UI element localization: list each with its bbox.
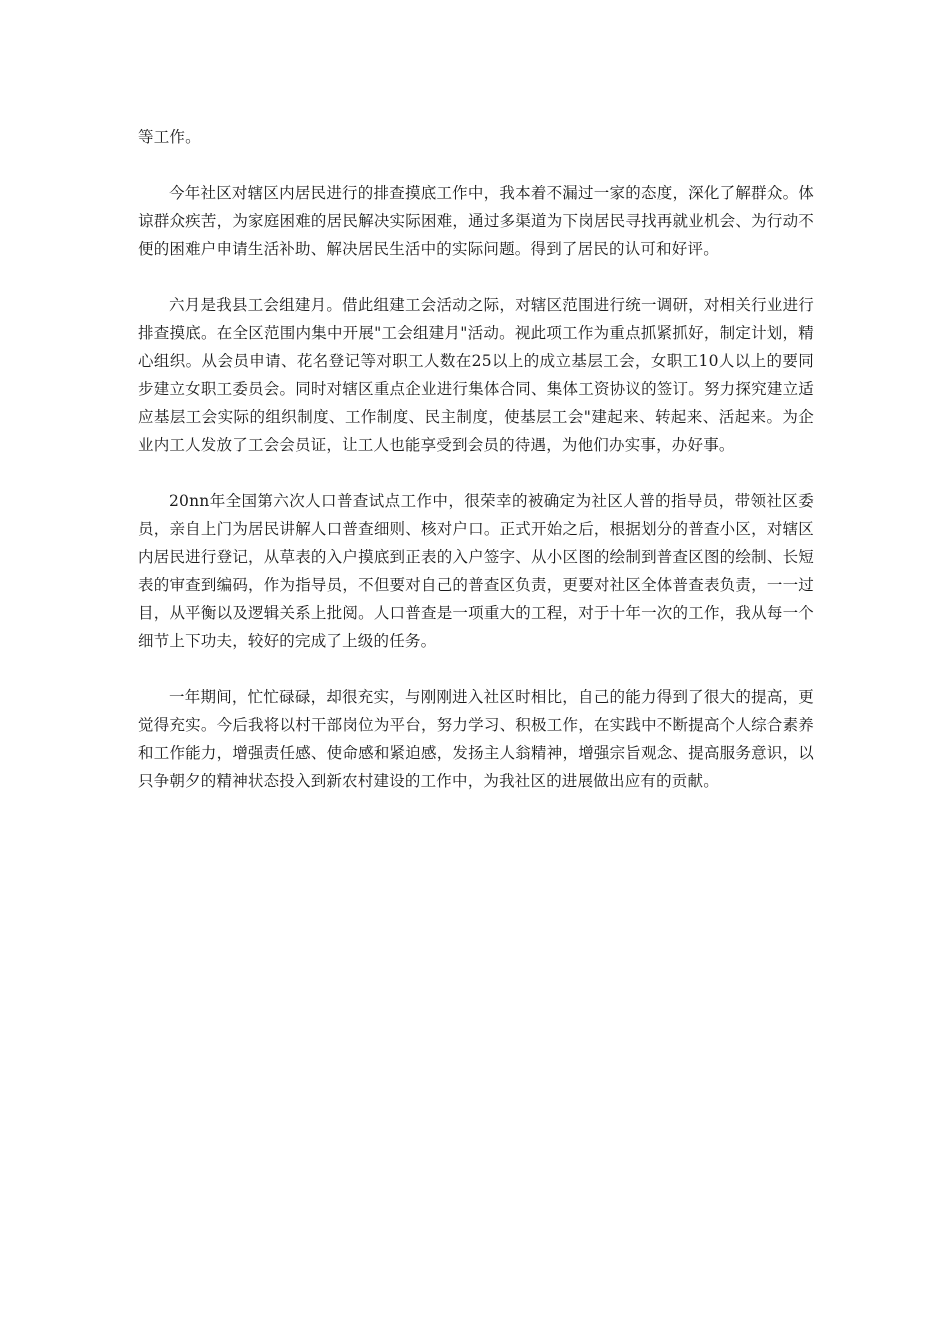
paragraph-census: 20nn年全国第六次人口普查试点工作中，很荣幸的被确定为社区人普的指导员，带领社区委员，亲自上门为居民讲解人口普查细则、核对户口。正式开始之后，根据划分的普查小区，对辖区内居民进行登记，从草表的入户摸底到正表的入户签字、从小区图的绘制到普查区图的绘制、长短表的审查到编码，作为指导员，不但要对自己的普查区负责，更要对社区全体普查表负责，一一过目，从平衡以及逻辑关系上批阅。人口普查是一项重大的工程，对于十年一次的工作，我从每一个细节上下功夫，较好的完成了上级的任务。 (138, 492, 814, 650)
paragraph-union-month: 六月是我县工会组建月。借此组建工会活动之际，对辖区范围进行统一调研，对相关行业进行排查摸底。在全区范围内集中开展"工会组建月"活动。视此项工作为重点抓紧抓好，制定计划，精心组织。从会员申请、花名登记等对职工人数在25以上的成立基层工会，女职工10人以上的要同步建立女职工委员会。同时对辖区重点企业进行集体合同、集体工资协议的签订。努力探究建立适应基层工会实际的组织制度、工作制度、民主制度，使基层工会"建起来、转起来、活起来。为企业内工人发放了工会会员证，让工人也能享受到会员的待遇，为他们办实事，办好事。 (138, 296, 814, 454)
document-body (138, 123, 814, 823)
paragraph-continuation: 等工作。 (138, 128, 201, 146)
paragraph-community-survey: 今年社区对辖区内居民进行的排查摸底工作中，我本着不漏过一家的态度，深化了解群众。体谅群众疾苦，为家庭困难的居民解决实际困难，通过多渠道为下岗居民寻找再就业机会、为行动不便的困难户申请生活补助、解决居民生活中的实际问题。得到了居民的认可和好评。 (138, 184, 814, 258)
paragraph-summary: 一年期间，忙忙碌碌，却很充实，与刚刚进入社区时相比，自己的能力得到了很大的提高，更觉得充实。今后我将以村干部岗位为平台，努力学习、积极工作，在实践中不断提高个人综合素养和工作能力，增强责任感、使命感和紧迫感，发扬主人翁精神，增强宗旨观念、提高服务意识，以只争朝夕的精神状态投入到新农村建设的工作中，为我社区的进展做出应有的贡献。 (138, 688, 814, 790)
